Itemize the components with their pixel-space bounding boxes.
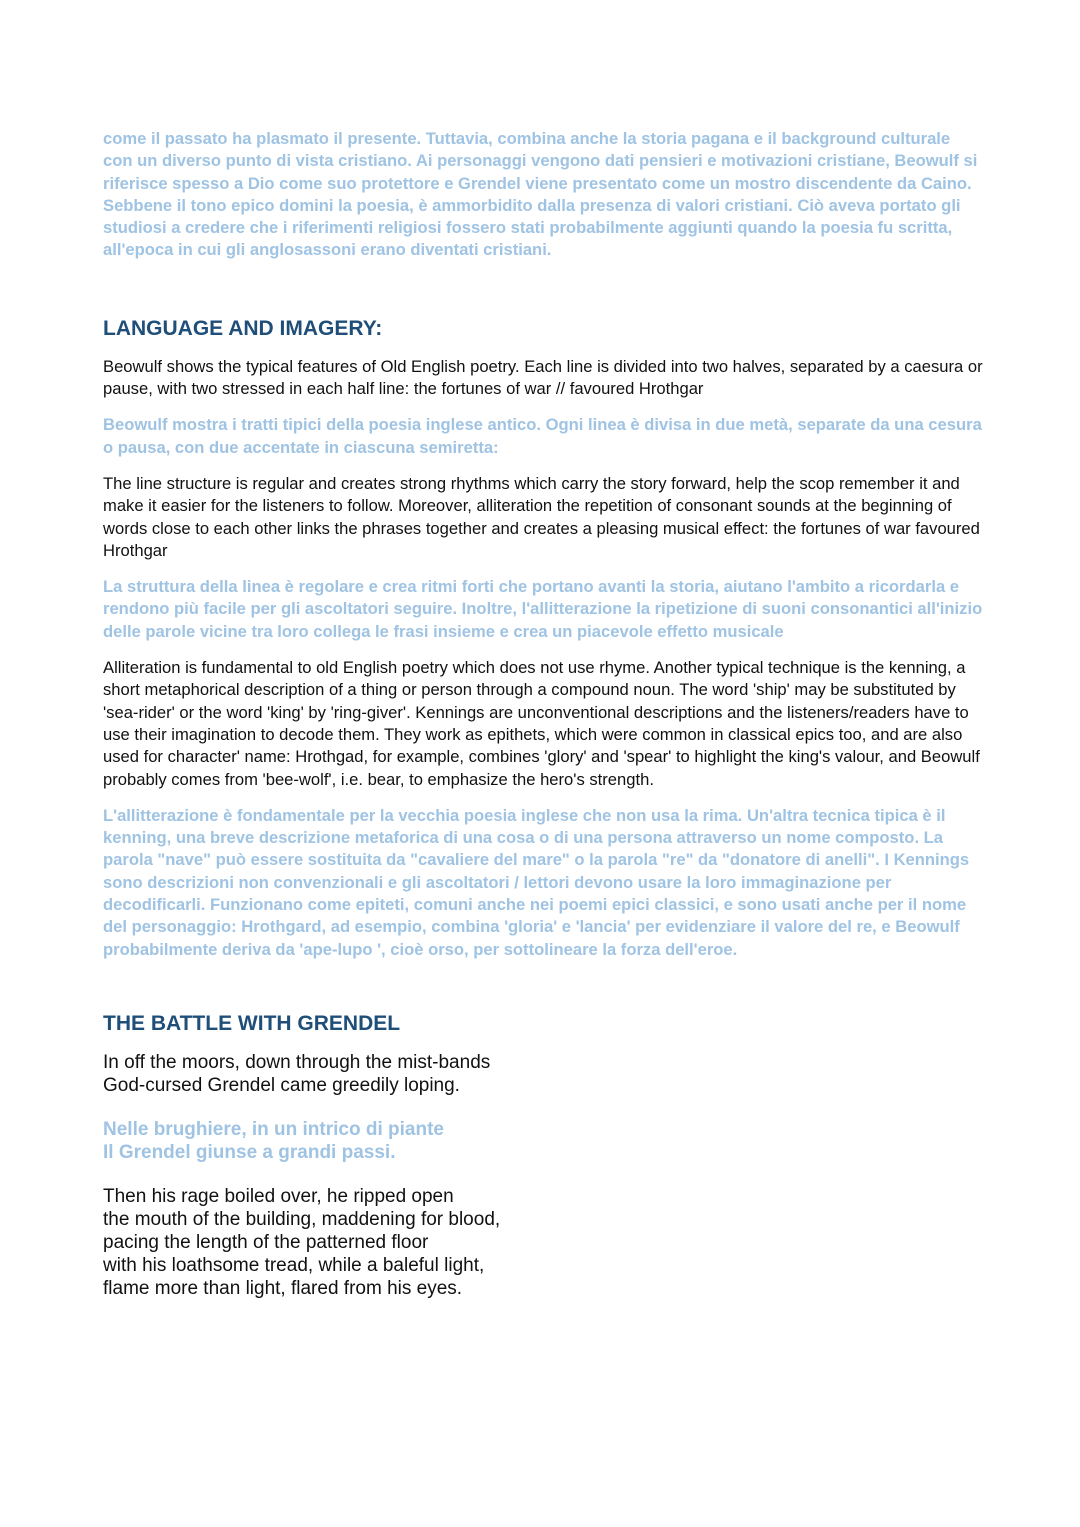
poem-line: the mouth of the building, maddening for blood, xyxy=(103,1208,501,1230)
poem-line: In off the moors, down through the mist-bands xyxy=(103,1051,491,1073)
poem-line: pacing the length of the patterned floor xyxy=(103,1231,429,1253)
poem-line: Then his rage boiled over, he ripped open xyxy=(103,1185,454,1207)
poem-stanza-en-2 xyxy=(103,1185,983,1300)
poem-line: God-cursed Grendel came greedily loping. xyxy=(103,1074,460,1096)
poem-stanza-en-1 xyxy=(103,1051,983,1097)
intro-italian-paragraph: come il passato ha plasmato il presente. Tuttavia, combina anche la storia pagana e il background culturale con un diverso punto di vista cristiano. Ai personaggi vengono dati pensieri e motivazioni cristiane, Beowulf si riferisce spesso a Dio come suo protettore e Grendel viene presentato come un mostro discendente da Caino. Sebbene il tono epico domini la poesia, è ammorbidito dalla presenza di valori cristiani. Ciò aveva portato gli studiosi a credere che i riferimenti religiosi fossero stati probabilmente aggiunti quando la poesia fu scritta, all'epoca in cui gli anglosassoni erano diventati cristiani. xyxy=(103,129,978,260)
paragraph-it-2: La struttura della linea è regolare e crea ritmi forti che portano avanti la storia, aiutano l'ambito a ricordarla e rendono più facile per gli ascoltatori seguire. Inoltre, l'allitterazione la ripetizione di suoni consonantici all'inizio delle parole vicine tra loro collega le frasi insieme e crea un piacevole effetto musicale xyxy=(103,577,983,641)
poem-stanza-it-1 xyxy=(103,1118,983,1164)
document-page xyxy=(103,128,983,1300)
paragraph-it-3: L'allitterazione è fondamentale per la vecchia poesia inglese che non usa la rima. Un'altra tecnica tipica è il kenning, una breve descrizione metaforica di una cosa o di una persona attraverso un nome composto. La parola "nave" può essere sostituita da "cavaliere del mare" o la parola "re" da "donatore di anelli". I Kennings sono descrizioni non convenzionali e gli ascoltatori / lettori devono usare la loro immaginazione per decodificarli. Funzionano come epiteti, comuni anche nei poemi epici classici, e sono usati anche per il nome del personaggio: Hrothgard, ad esempio, combina 'gloria' e 'lancia' per evidenziare il valore del re, e Beowulf probabilmente deriva da 'ape-lupo ', cioè orso, per sottolineare la forza dell'eroe. xyxy=(103,805,970,959)
poem-line: with his loathsome tread, while a baleful light, xyxy=(103,1254,485,1276)
section-heading-battle: THE BATTLE WITH GRENDEL xyxy=(103,1011,401,1035)
paragraph-en-3: Alliteration is fundamental to old English poetry which does not use rhyme. Another typical technique is the kenning, a short metaphorical description of a thing or person through a compound noun. The word 'ship' may be substituted by 'sea-rider' or the word 'king' by 'ring-giver'. Kennings are unconventional descriptions and the listeners/readers have to use their imagination to decode them. They work as epithets, which were common in classical epics too, and are also used for character' name: Hrothgad, for example, combines 'glory' and 'spear' to highlight the king's valour, and Beowulf probably comes from 'bee-wolf', i.e. bear, to emphasize the hero's strength. xyxy=(103,658,980,789)
paragraph-en-1: Beowulf shows the typical features of Old English poetry. Each line is divided into two halves, separated by a caesura or pause, with two stressed in each half line: the fortunes of war // favoured Hrothgar xyxy=(103,356,983,399)
paragraph-en-2: The line structure is regular and creates strong rhythms which carry the story forward, help the scop remember it and make it easier for the listeners to follow. Moreover, alliteration the repetition of consonant sounds at the beginning of words close to each other links the phrases together and creates a pleasing musical effect: the fortunes of war favoured Hrothgar xyxy=(103,473,980,560)
paragraph-it-1: Beowulf mostra i tratti tipici della poesia inglese antico. Ogni linea è divisa in due metà, separate da una cesura o pausa, con due accentate in ciascuna semiretta: xyxy=(103,415,982,457)
section-heading-language: LANGUAGE AND IMAGERY: xyxy=(103,316,383,340)
poem-line: Nelle brughiere, in un intrico di piante xyxy=(103,1118,444,1140)
poem-line: Il Grendel giunse a grandi passi. xyxy=(103,1141,396,1163)
poem-line: flame more than light, flared from his eyes. xyxy=(103,1277,463,1299)
